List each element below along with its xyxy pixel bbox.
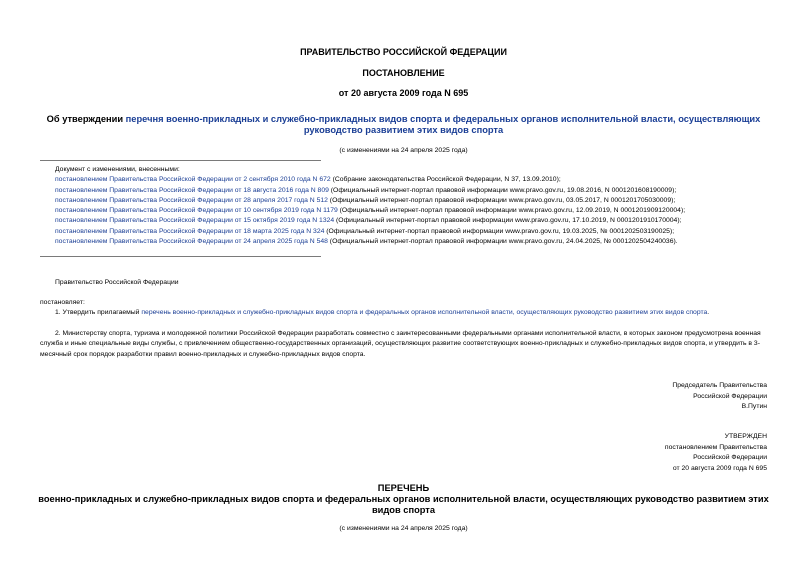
- change-item: [55, 206, 800, 216]
- body-decrees: постановляет:: [40, 299, 85, 306]
- government-heading: ПРАВИТЕЛЬСТВО РОССИЙСКОЙ ФЕДЕРАЦИИ: [300, 47, 507, 57]
- document-title: [40, 114, 767, 136]
- signature-position: Председатель Правительства: [672, 382, 767, 389]
- approval-line-1: постановлением Правительства: [664, 443, 767, 451]
- change-link[interactable]: постановлением Правительства Российской Федерации от 24 апреля 2025 года N 548: [55, 238, 328, 246]
- edition-note: (с изменениями на 24 апреля 2025 года): [339, 147, 468, 154]
- change-source: (Официальный интернет-портал правовой информации www.pravo.gov.ru, 19.03.2025, № 0001202503190025);: [324, 227, 675, 235]
- signature-block: [672, 381, 767, 413]
- signature-name: В.Путин: [741, 403, 767, 410]
- approval-title: УТВЕРЖДЕН: [724, 433, 767, 440]
- change-link[interactable]: постановлением Правительства Российской Федерации от 28 апреля 2017 года N 512: [55, 196, 328, 204]
- change-link[interactable]: постановлением Правительства Российской Федерации от 18 августа 2016 года N 809: [55, 186, 329, 194]
- divider-bottom: [40, 256, 321, 257]
- changes-intro: Документ с изменениями, внесенными:: [55, 166, 180, 173]
- change-link[interactable]: постановлением Правительства Российской Федерации от 2 сентября 2010 года N 672: [55, 176, 331, 184]
- change-source: (Официальный интернет-портал правовой информации www.pravo.gov.ru, 12.09.2019, N 0001201909120004);: [337, 207, 686, 215]
- item1-prefix: 1. Утвердить прилагаемый: [55, 309, 142, 316]
- change-link[interactable]: постановлением Правительства Российской Федерации от 15 октября 2019 года N 1324: [55, 217, 335, 225]
- body-item-2: 2. Министерству спорта, туризма и молодежной политики Российской Федерации разработать совместно с заинтересованными федеральными органами исполнительной власти, в которых законом предусмотрена военная служба и иные специальные виды службы, с привлечением общественно-государственных организаций, осуществляющих развитие соответствующих военно-прикладных и служебно-прикладных видов спорта, и утвердить в 3-месячный срок порядок разработки правил военно-прикладных и служебно-прикладных видов спорта.: [40, 330, 761, 358]
- change-source: (Официальный интернет-портал правовой информации www.pravo.gov.ru, 03.05.2017, N 0001201705030009);: [327, 196, 676, 204]
- change-item: [55, 196, 800, 206]
- approval-line-2: Российской Федерации: [693, 454, 767, 461]
- title-prefix: Об утверждении: [46, 114, 126, 124]
- edition-note-2: (с изменениями на 24 апреля 2025 года): [339, 525, 468, 532]
- change-item: [55, 227, 800, 237]
- change-item: [55, 175, 800, 185]
- change-item: [55, 237, 800, 247]
- change-item: [55, 186, 800, 196]
- doc-date-number: от 20 августа 2009 года N 695: [338, 88, 469, 98]
- change-source: (Официальный интернет-портал правовой информации www.pravo.gov.ru, 17.10.2019, N 0001201910170004);: [334, 217, 682, 225]
- change-link[interactable]: постановлением Правительства Российской Федерации от 10 сентября 2019 года N 1179: [55, 207, 338, 215]
- change-source: (Официальный интернет-портал правовой информации www.pravo.gov.ru, 24.04.2025, № 0001202504240036).: [327, 238, 678, 246]
- title-link[interactable]: перечня военно-прикладных и служебно-прикладных видов спорта и федеральных органов исполнительной власти, осуществляющих руководство развитием этих видов спорта: [125, 114, 761, 135]
- doc-type-heading: ПОСТАНОВЛЕНИЕ: [362, 68, 445, 78]
- list-subtitle: военно-прикладных и служебно-прикладных видов спорта и федеральных органов исполнительной власти, осуществляющих руководство развитием этих видов спорта: [38, 494, 769, 515]
- signature-country: Российской Федерации: [693, 392, 767, 400]
- approval-line-3: от 20 августа 2009 года N 695: [672, 464, 767, 472]
- change-source: (Собрание законодательства Российской Федерации, N 37, 13.09.2010);: [330, 176, 561, 184]
- body-government: Правительство Российской Федерации: [55, 279, 179, 286]
- body-item-1: [55, 308, 709, 318]
- item1-suffix: .: [707, 309, 710, 316]
- divider-top: [40, 160, 321, 161]
- change-link[interactable]: постановлением Правительства Российской Федерации от 18 марта 2025 года N 324: [55, 227, 325, 235]
- approval-block: [665, 432, 767, 474]
- changes-list: [55, 165, 800, 247]
- change-item: [55, 216, 800, 226]
- list-title: ПЕРЕЧЕНЬ: [377, 483, 430, 493]
- change-source: (Официальный интернет-портал правовой информации www.pravo.gov.ru, 19.08.2016, N 0001201608190009);: [328, 186, 677, 194]
- item1-link[interactable]: перечень военно-прикладных и служебно-прикладных видов спорта и федеральных органов исполнительной власти, осуществляющих руководство развитием этих видов спорта: [141, 309, 708, 316]
